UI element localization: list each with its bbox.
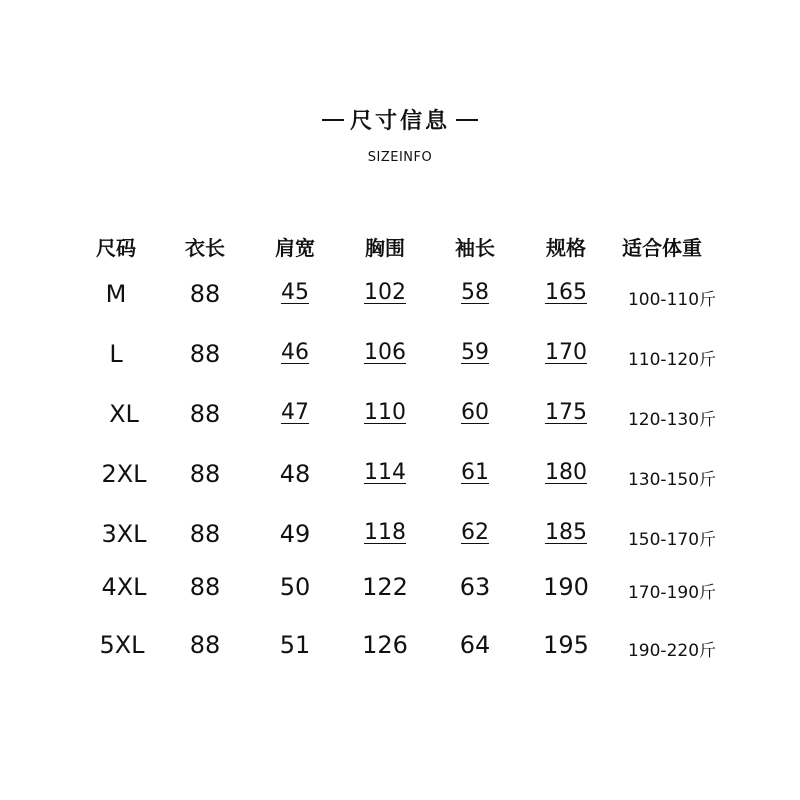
cell-chest: 102: [364, 280, 406, 305]
cell-weight: 170-190斤: [627, 583, 717, 603]
cell-weight: 150-170斤: [627, 530, 717, 550]
table-row: [0, 400, 800, 440]
table-row: [0, 460, 800, 500]
table-row: [0, 280, 800, 320]
table-header: [0, 232, 800, 264]
cell-shoulder: 49: [279, 520, 311, 548]
cell-spec: 165: [545, 280, 587, 305]
cell-chest: 114: [364, 460, 406, 485]
header-size: 尺码: [96, 236, 136, 260]
cell-spec: 170: [545, 340, 587, 365]
cell-weight: 120-130斤: [627, 410, 717, 430]
cell-shoulder: 46: [281, 340, 309, 365]
cell-shoulder: 45: [281, 280, 309, 305]
cell-length: 88: [189, 573, 221, 601]
cell-size: 5XL: [99, 631, 145, 659]
cell-sleeve: 64: [459, 631, 491, 659]
cell-sleeve: 60: [461, 400, 489, 425]
table-row: [0, 340, 800, 380]
cell-spec: 190: [543, 573, 589, 601]
cell-shoulder: 47: [281, 400, 309, 425]
cell-sleeve: 62: [461, 520, 489, 545]
page-subtitle: SIZEINFO: [367, 150, 433, 165]
cell-size: 2XL: [101, 460, 147, 488]
cell-shoulder: 48: [279, 460, 311, 488]
title-left-dash: [322, 119, 344, 121]
cell-weight: 190-220斤: [627, 641, 717, 661]
cell-length: 88: [189, 280, 221, 308]
cell-sleeve: 63: [459, 573, 491, 601]
cell-weight: 110-120斤: [627, 350, 717, 370]
cell-size: L: [109, 340, 123, 368]
cell-weight: 100-110斤: [627, 290, 717, 310]
cell-spec: 195: [543, 631, 589, 659]
cell-spec: 180: [545, 460, 587, 485]
header-chest: 胸围: [365, 236, 405, 260]
cell-chest: 118: [364, 520, 406, 545]
header-spec: 规格: [546, 236, 586, 260]
cell-weight: 130-150斤: [627, 470, 717, 490]
cell-chest: 126: [362, 631, 408, 659]
header-shoulder: 肩宽: [275, 236, 315, 260]
cell-size: 4XL: [101, 573, 147, 601]
cell-size: XL: [109, 400, 139, 428]
cell-length: 88: [189, 460, 221, 488]
title-right-dash: [456, 119, 478, 121]
cell-sleeve: 59: [461, 340, 489, 365]
cell-spec: 185: [545, 520, 587, 545]
page-title: 尺寸信息: [349, 109, 450, 134]
table-row: [0, 631, 800, 671]
cell-length: 88: [189, 631, 221, 659]
cell-chest: 122: [362, 573, 408, 601]
cell-spec: 175: [545, 400, 587, 425]
header-length: 衣长: [185, 236, 225, 260]
cell-length: 88: [189, 520, 221, 548]
header-sleeve: 袖长: [455, 236, 495, 260]
cell-shoulder: 50: [279, 573, 311, 601]
cell-sleeve: 58: [461, 280, 489, 305]
cell-shoulder: 51: [279, 631, 311, 659]
header-weight: 适合体重: [622, 236, 702, 260]
cell-size: M: [105, 280, 127, 308]
cell-length: 88: [189, 340, 221, 368]
table-row: [0, 573, 800, 613]
table-row: [0, 520, 800, 560]
cell-sleeve: 61: [461, 460, 489, 485]
cell-length: 88: [189, 400, 221, 428]
size-info-title: [0, 104, 800, 135]
cell-chest: 110: [364, 400, 406, 425]
cell-chest: 106: [364, 340, 406, 365]
cell-size: 3XL: [101, 520, 147, 548]
